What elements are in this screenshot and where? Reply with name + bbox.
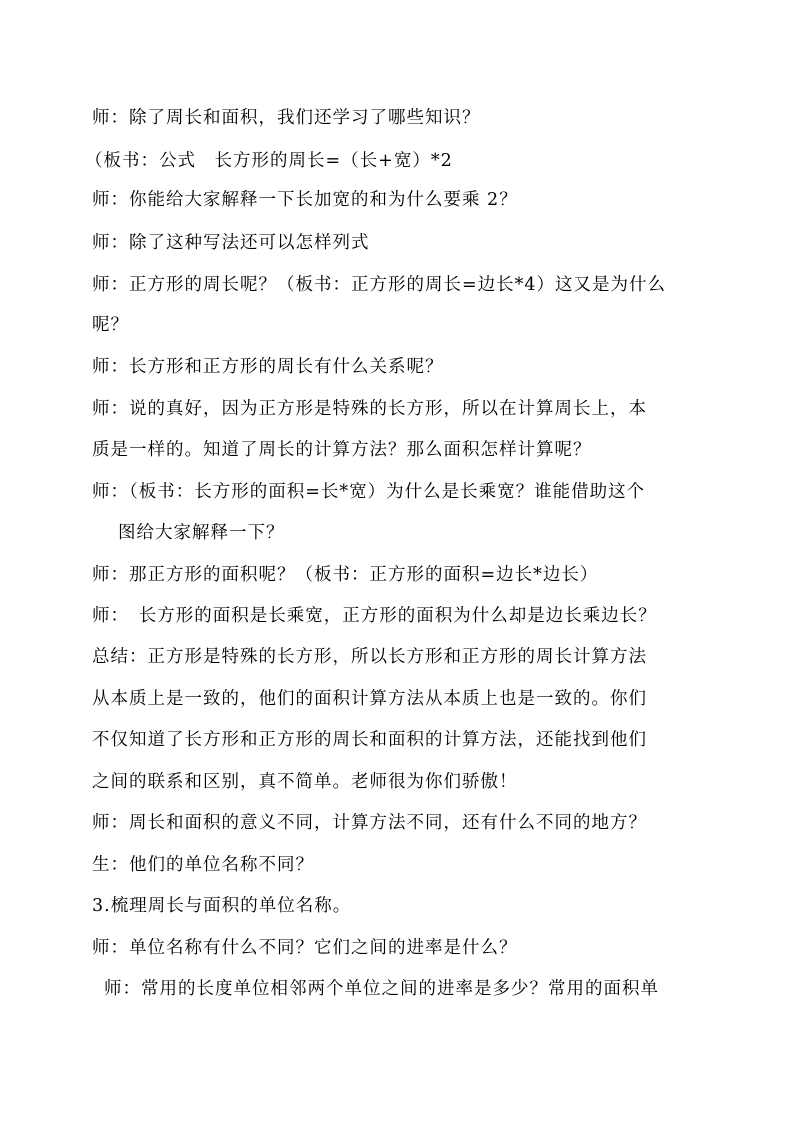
text-line-13: 师： 长方形的面积是长乘宽，正方形的面积为什么却是边长乘边长？ <box>92 606 657 626</box>
text-line-3: 师：你能给大家解释一下长加宽的和为什么要乘 2？ <box>92 190 518 210</box>
text-line-8: 师：说的真好，因为正方形是特殊的长方形，所以在计算周长上，本 <box>92 399 647 419</box>
text-line-11: 图给大家解释一下？ <box>118 523 285 543</box>
text-line-1: 师：除了周长和面积，我们还学习了哪些知识？ <box>92 108 481 128</box>
text-line-19: 生：他们的单位名称不同？ <box>92 855 314 875</box>
text-line-9: 质是一样的。知道了周长的计算方法？那么面积怎样计算呢？ <box>92 440 592 460</box>
text-line-14: 总结：正方形是特殊的长方形，所以长方形和正方形的周长计算方法 <box>92 647 647 667</box>
text-line-2: （板书：公式 长方形的周长=（长+宽）*2 <box>85 151 453 171</box>
text-line-17: 之间的联系和区别，真不简单。老师很为你们骄傲！ <box>92 772 518 792</box>
text-line-7: 师：长方形和正方形的周长有什么关系呢？ <box>92 357 444 377</box>
text-line-22: 师：常用的长度单位相邻两个单位之间的进率是多少？常用的面积单 <box>104 979 659 999</box>
text-line-12: 师：那正方形的面积呢？（板书：正方形的面积=边长*边长） <box>92 565 599 585</box>
text-line-18: 师：周长和面积的意义不同，计算方法不同，还有什么不同的地方？ <box>92 813 647 833</box>
text-line-5: 师：正方形的周长呢？（板书：正方形的周长=边长*4）这又是为什么 <box>92 275 667 295</box>
text-line-16: 不仅知道了长方形和正方形的周长和面积的计算方法，还能找到他们 <box>92 730 647 750</box>
text-line-10: 师：（板书：长方形的面积=长*宽）为什么是长乘宽？谁能借助这个 <box>92 482 646 502</box>
text-line-20: 3.梳理周长与面积的单位名称。 <box>92 896 352 916</box>
text-line-4: 师：除了这种写法还可以怎样列式 <box>92 233 370 253</box>
text-line-21: 师：单位名称有什么不同？它们之间的进率是什么？ <box>92 938 518 958</box>
text-line-15: 从本质上是一致的，他们的面积计算方法从本质上也是一致的。你们 <box>92 689 647 709</box>
text-line-6: 呢？ <box>92 315 129 335</box>
